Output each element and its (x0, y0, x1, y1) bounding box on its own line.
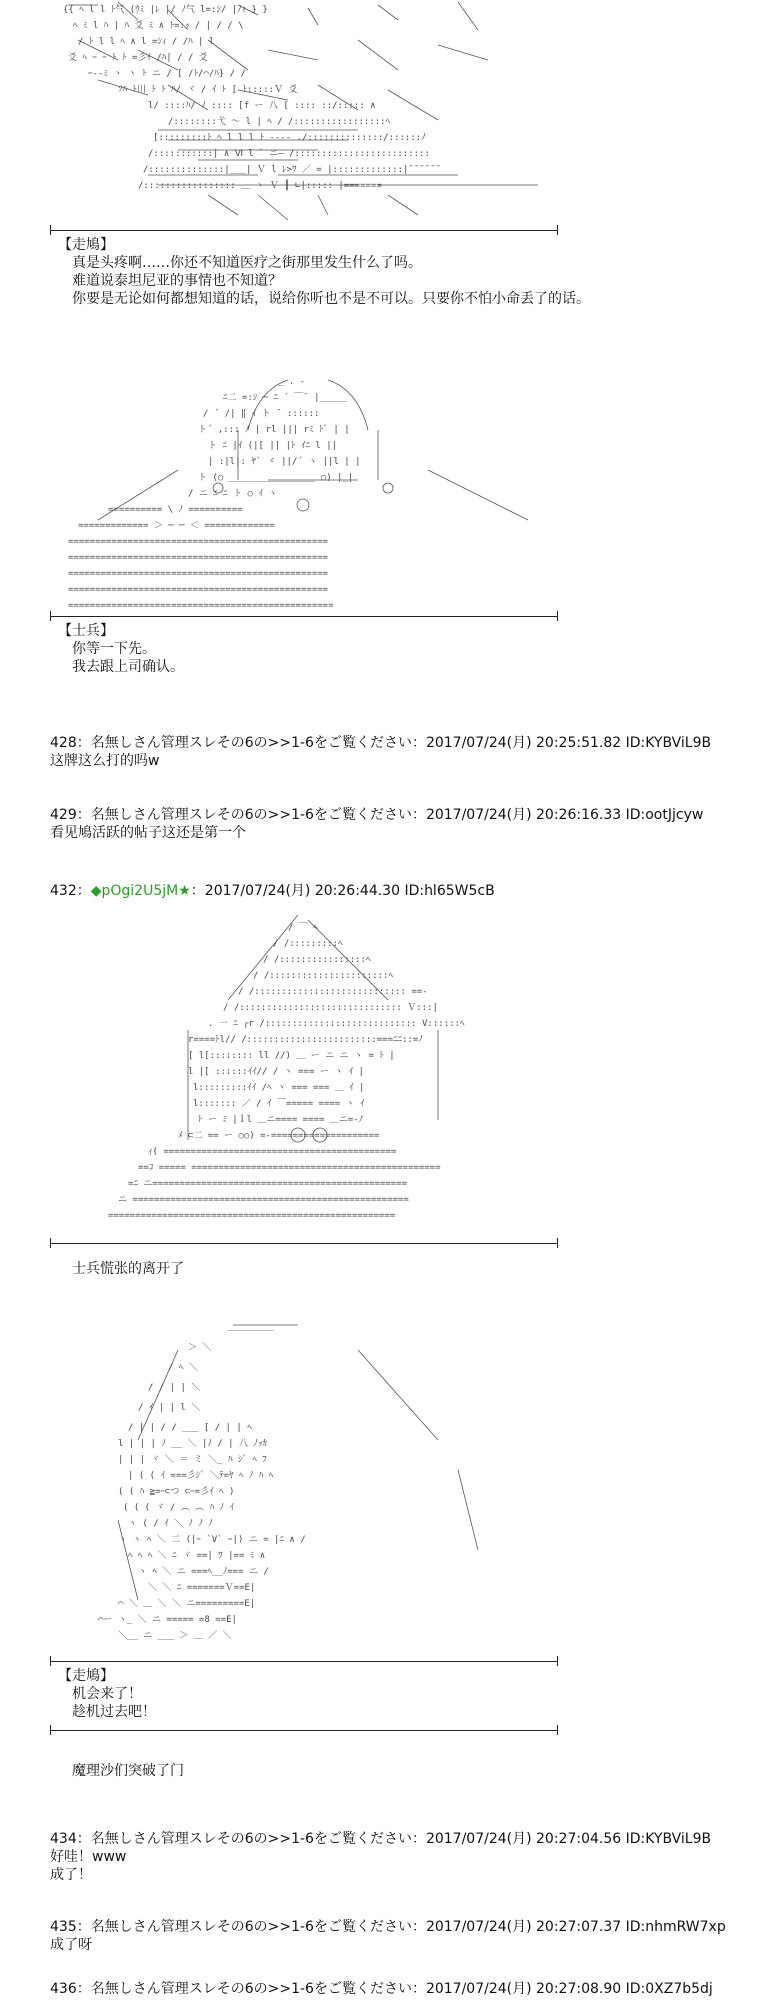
svg-text:/ / | |: / / | | ＼ (148, 1383, 201, 1393)
post-header: 434：名無しさん管理スレその6の>>1-6をご覧ください：2017/07/24(月) 20:27:04.56 ID:KYBViL9B (50, 1831, 712, 1847)
svg-text:⌒ー ヽ_ ＼ ニ ===== =8 ==E|: ⌒ー ヽ_ ＼ ニ ===== =8 ==E| (98, 1615, 237, 1625)
svg-text:==============================: ================================================= (68, 601, 334, 611)
svg-text:ｰ--ﾐ ヽ ヽ ﾄ ニ / [: ｰ--ﾐ ヽ ヽ ﾄ ニ / [ /ﾄ/⌒/ﾊ} / / (88, 69, 246, 79)
svg-text:/ /:::::::::::::::::::::: / /:::::::::::::::::::::::::::::: Ｖ:::| (223, 1003, 438, 1013)
svg-text:ﾆ二 =:ｼ ─ ﾆ ´ ￣¯ |_____: ﾆ二 =:ｼ ─ ﾆ ´ ￣¯ |_____ (223, 393, 347, 403)
panel-frame-tick-right (557, 1238, 558, 1248)
svg-text:r====ﾄl// /::::::::::::::::: r====ﾄl// /::::::::::::::::::::::::===ﾆﾆ::=ﾉ (188, 1035, 423, 1045)
svg-text:_ . -: _ . - (278, 377, 306, 387)
panel-frame-tick-right (557, 225, 558, 235)
panel-frame-tick-left (50, 1238, 51, 1248)
svg-text:/::::::::::::::::: ＿ ヽ Ｖ: /::::::::::::::::: ＿ ヽ Ｖ ┃ ∟|::::: |======= (138, 181, 382, 191)
post-body: 成了呀 (50, 1937, 92, 1953)
svg-text:/ /::::::::::::::::::::: / /::::::::::::::::::::::ﾍ (253, 971, 393, 981)
svg-text:/ ´ /| ‖ ｲ ト ¨ :: / ´ /| ‖ ｲ ト ¨ :::::: (203, 409, 320, 419)
ascii-art-marisa-group (58, 0, 558, 230)
panel-frame-tick-right (557, 611, 558, 621)
post-body: 成了！ (50, 1867, 92, 1883)
post-meta: ：2017/07/24(月) 20:26:44.30 ID:hl65W5cB (190, 883, 495, 899)
svg-text:ﾍ ﾐ l ﾊ | ﾊ 爻 ﾐ ∧ ﾄ=:ｯ: ﾍ ﾐ l ﾊ | ﾊ 爻 ﾐ ∧ ﾄ=:ｯ / | / / \ (73, 21, 244, 31)
svg-text:ﾄ ー ﾐ |ｌl ＿ニ==== ===: ﾄ ー ﾐ |ｌl ＿ニ==== ==== ＿ニ=-ﾉ (198, 1115, 364, 1125)
panel-frame-tick-left (50, 1725, 51, 1735)
svg-text:＼ ＼ ﾆ =======Ｖ==E|: ＼ ＼ ﾆ =======Ｖ==E| (148, 1583, 256, 1593)
svg-text:/ ﾍ ＼: / ﾍ ＼ (168, 1363, 198, 1373)
svg-text:| :|l|: ﾔ` ヾ ||/´ ヽ ||l: | :|l|: ﾔ` ヾ ||/´ ヽ ||l | | (208, 457, 361, 467)
svg-text:ト ﾆ |ｲ (|[ || |ﾄ ｲﾆ l: ト ﾆ |ｲ (|[ || |ﾄ ｲﾆ l || (208, 441, 338, 451)
svg-text:[:::::::::ﾄ ﾍ l l l ﾄ ---- .: [:::::::::ﾄ ﾍ l l l ﾄ ---- ./::::::::::::::/::::::ﾉ (153, 133, 426, 143)
svg-text:l/ ::::ﾊ/ ﾉ :::: [f ー 八: l/ ::::ﾊ/ ﾉ :::: [f ー 八 [ :::: ::/::::: ∧ (148, 101, 376, 111)
svg-text:ヽ ( / ｲ ＼ ﾉ ﾉ: ヽ ( / ｲ ＼ ﾉ ﾉ ﾉ (128, 1519, 213, 1529)
speaker-label: 【走鳩】 (58, 237, 114, 253)
post-header: 436：名無しさん管理スレその6の>>1-6をご覧ください：2017/07/24(月) 20:27:08.90 ID:0XZ7b5dj (50, 1981, 713, 1997)
svg-text:/ /::::::::::::::::ﾍ: / /::::::::::::::::ﾍ (263, 955, 371, 965)
svg-text:ヽ ヽ ﾍ ＼ 二 (|ｰ `V` ｰ|) ニ =: ヽ ヽ ﾍ ＼ 二 (|ｰ `V` ｰ|) ニ = |ﾆ ∧ / (118, 1535, 306, 1545)
panel-frame-bottom (50, 230, 558, 231)
panel-frame-tick-right (557, 1656, 558, 1666)
svg-text:{{ ﾍ l l ﾄ气 (ｳﾐ |ﾚ |/ ﾉ气: {{ ﾍ l l ﾄ气 (ｳﾐ |ﾚ |/ ﾉ气 l=:ｼ/ |ﾉｨ } } (63, 5, 268, 15)
narration: 士兵慌张的离开了 (72, 1261, 184, 1277)
dialogue-line: 机会来了！ (72, 1686, 142, 1702)
svg-text:==============================: ================================================ (68, 537, 329, 547)
ascii-art-marisa-grin (58, 1320, 558, 1660)
dialogue-line: 你等一下先。 (72, 641, 156, 657)
svg-text:l::::::: ／ / ｲ ￣===== =: l::::::: ／ / ｲ ￣===== ==== ヽ ｲ (193, 1099, 365, 1109)
svg-text:/ ｲ | | l: / ｲ | | l ＼ (138, 1403, 201, 1413)
post-header: 428：名無しさん管理スレその6の>>1-6をご覧ください：2017/07/24(月) 20:25:51.82 ID:KYBViL9B (50, 735, 712, 751)
svg-text:==============================: ===================================================== (108, 1211, 396, 1221)
svg-text:＼__ ニ ___ ＞ ＿ ／ ＼: ＼__ ニ ___ ＞ ＿ ／ ＼ (118, 1631, 232, 1641)
svg-text:/ ニ ﾆ ﾆ ト ○ ｲ: / ニ ﾆ ﾆ ト ○ ｲ ヽ (188, 489, 278, 499)
svg-text:l |[ ::::::ｲｲ// / ヽ ===: l |[ ::::::ｲｲ// / ヽ === ー ヽ ｲ | (188, 1067, 364, 1077)
svg-text:ｨ( =========================: ｨ( =========================================== (148, 1147, 397, 1157)
svg-text:/:::::::::::| ∧ Ⅵ l ﾞ ニ― /:: /:::::::::::| ∧ Ⅵ l ﾞ ニ― /::::::::::::::::::::::::: (148, 149, 430, 159)
panel-frame-bottom (50, 1661, 558, 1662)
narration: 魔理沙们突破了门 (72, 1763, 184, 1779)
svg-text:l:::::::::ｲｲ /ﾍ ヽ ===: l:::::::::ｲｲ /ﾍ ヽ === === ＿ ｲ | (193, 1083, 365, 1093)
svg-text:==============================: ================================================ (68, 585, 329, 595)
panel-frame-bottom (50, 1243, 558, 1244)
dialogue-line: 我去跟上司确认。 (72, 659, 184, 675)
post-body: 这牌这么打的吗w (50, 753, 160, 769)
speaker-label: 【走鳩】 (58, 1668, 114, 1684)
svg-text:/ ﾄ l l ﾍ ∧ l: / ﾄ l l ﾍ ∧ l =ｼｨ / /ﾊ | l (78, 37, 215, 47)
svg-text:ト´ ,::: ﾉ | rl ||| rﾐ ﾄﾞ: ト´ ,::: ﾉ | rl ||| rﾐ ﾄﾞ | | (198, 425, 350, 435)
svg-text:==============================: ================================================ (68, 569, 329, 579)
svg-text:/::::::::::::::|___| Ｖ l ﾚ>ﾜ: /::::::::::::::|___| Ｖ l ﾚ>ﾜ ／ = |:::::::::::::|¯¯¯¯¯¯ (143, 165, 441, 175)
svg-text:| ( ( ｲ ===彡ｼﾞ ＼ﾃ=ﾔ ﾍ: | ( ( ｲ ===彡ｼﾞ ＼ﾃ=ﾔ ﾍ ﾉ ﾊ ﾍ (128, 1471, 274, 1481)
speaker-label: 【士兵】 (58, 623, 114, 639)
svg-text:l | | | ﾉ __ ＼ |ﾉ /: l | | | ﾉ __ ＼ |ﾉ / | 八 ﾉｯｶ (118, 1439, 267, 1449)
svg-text:/ /:::::::::::::::::::::: / /:::::::::::::::::::::::::::: ==- (238, 987, 428, 997)
dialogue-line: 难道说泰坦尼亚的事情也不知道？ (72, 273, 282, 289)
panel-frame-tick-left (50, 1656, 51, 1666)
panel-frame-tick-right (557, 1725, 558, 1735)
svg-text:==ｺ ===== ===================: ==ｺ ===== ============================================== (138, 1163, 441, 1173)
svg-text:==============================: ================================================ (68, 553, 329, 563)
svg-text:爻 ﾍ ｰ ｰ ﾄ ﾄ: 爻 ﾍ ｰ ｰ ﾄ ﾄ =彡ｲ /ﾊ| / / 爻 (68, 53, 208, 63)
post-body: 看见鳩活跃的帖子这还是第一个 (50, 825, 246, 841)
svg-text:( ( ﾊ ≧=ｰ⊂つ ⊂ｰ=彡ｲ: ( ( ﾊ ≧=ｰ⊂つ ⊂ｰ=彡ｲ ﾍ ) (118, 1487, 235, 1497)
dialogue-line: 真是头疼啊……你还不知道医疗之街那里发生什么了吗。 (72, 255, 422, 271)
ascii-art-soldier (58, 370, 558, 615)
svg-text:| | | ヾ ＼ ＝ ミ ＼_ ﾊ ｼﾞ: | | | ヾ ＼ ＝ ミ ＼_ ﾊ ｼﾞ ﾍ ﾌ (118, 1455, 267, 1465)
panel-frame-bottom (50, 1730, 558, 1731)
svg-text:ニ ============================: ニ =================================================== (118, 1195, 409, 1205)
svg-text:ト (○ ________________ ○) |_: ト (○ ________________ ○) |_| (198, 473, 354, 483)
svg-text:⌒ ＼ ＿ ＼ ＼ ニ=========E|: ⌒ ＼ ＿ ＼ ＼ ニ=========E| (118, 1599, 256, 1609)
svg-text:( ( ( ヾ / ︵ ︵ ﾊ: ( ( ( ヾ / ︵ ︵ ﾊ ﾉ ｲ (123, 1503, 234, 1513)
svg-text:/ | | / / ___ [ /: / | | / / ___ [ / | | ﾍ (128, 1423, 252, 1433)
post-header: 429：名無しさん管理スレその6の>>1-6をご覧ください：2017/07/24(月) 20:26:16.33 ID:ootJjcyw (50, 807, 704, 823)
svg-text:============= ＞ ─ ─ ＜ ====: ============= ＞ ─ ─ ＜ ============= (78, 521, 275, 531)
svg-text:＞ ＼: ＞ ＼ (188, 1343, 212, 1353)
svg-text:＿＿＿＿＿: ＿＿＿＿＿ (228, 1323, 274, 1333)
post-number: 432： (50, 883, 91, 899)
panel-frame-tick-left (50, 225, 51, 235)
svg-text:ヽ ﾍ ＼ ニ ===ﾍ__ﾉ=== ニ: ヽ ﾍ ＼ ニ ===ﾍ__ﾉ=== ニ / (138, 1567, 269, 1577)
op-trip: ◆pOgi2U5jM (90, 883, 179, 899)
svg-text:ﾒ ⊂二 == ー ○○) =-===========: ﾒ ⊂二 == ー ○○) =-==================== (178, 1131, 380, 1141)
panel-frame-tick-left (50, 611, 51, 621)
svg-text:/ /:::::::::ﾍ: / /:::::::::ﾍ (273, 939, 343, 949)
svg-text:/ ￣ ﾍ: / ￣ ﾍ (288, 923, 318, 933)
post-body: 好哇！www (50, 1849, 127, 1865)
svg-text:ﾍ ﾍ ﾍ ＼ ﾆ ヾ ==| ﾜ |== ﾐ: ﾍ ﾍ ﾍ ＼ ﾆ ヾ ==| ﾜ |== ﾐ ∧ (128, 1551, 266, 1561)
svg-text:ｿﾊ ﾄ川 ﾄ ﾄ ﾊ/ ヾ / ｲ ﾄ [: ｿﾊ ﾄ川 ﾄ ﾄ ﾊ/ ヾ / ｲ ﾄ [ ﾄ:::::Ｖ 爻 (118, 85, 298, 95)
svg-text:[ l[:::::::: ll //) ＿ ー ニ: [ l[:::::::: ll //) ＿ ー ニ ニ ヽ = ﾄ | (188, 1051, 395, 1061)
post-header: 435：名無しさん管理スレその6の>>1-6をご覧ください：2017/07/24(月) 20:27:07.37 ID:nhmRW7xp (50, 1919, 726, 1935)
svg-text:/::::::::弋 ～ l | ﾍ /: /::::::::弋 ～ l | ﾍ / /:::::::::::::::::ﾍ (168, 117, 391, 127)
op-post-header (50, 882, 495, 900)
svg-text:========== \ ﾉ: ========== \ ﾉ ========== (108, 505, 243, 515)
ascii-art-soldier-leaving (58, 910, 558, 1242)
svg-text:=ﾆ ニ==========================: =ﾆ ニ=============================================== (128, 1179, 408, 1189)
dialogue-line: 趁机过去吧！ (72, 1704, 156, 1720)
svg-text:. 一 ﾆ ┌r /:::::::::::::::: . 一 ﾆ ┌r /:::::::::::::::::::::::::::: V::::::ﾍ (208, 1019, 465, 1029)
panel-frame-bottom (50, 616, 558, 617)
dialogue-line: 你要是无论如何都想知道的话，说给你听也不是不可以。只要你不怕小命丢了的话。 (72, 291, 590, 307)
star-icon: ★ (178, 883, 191, 899)
